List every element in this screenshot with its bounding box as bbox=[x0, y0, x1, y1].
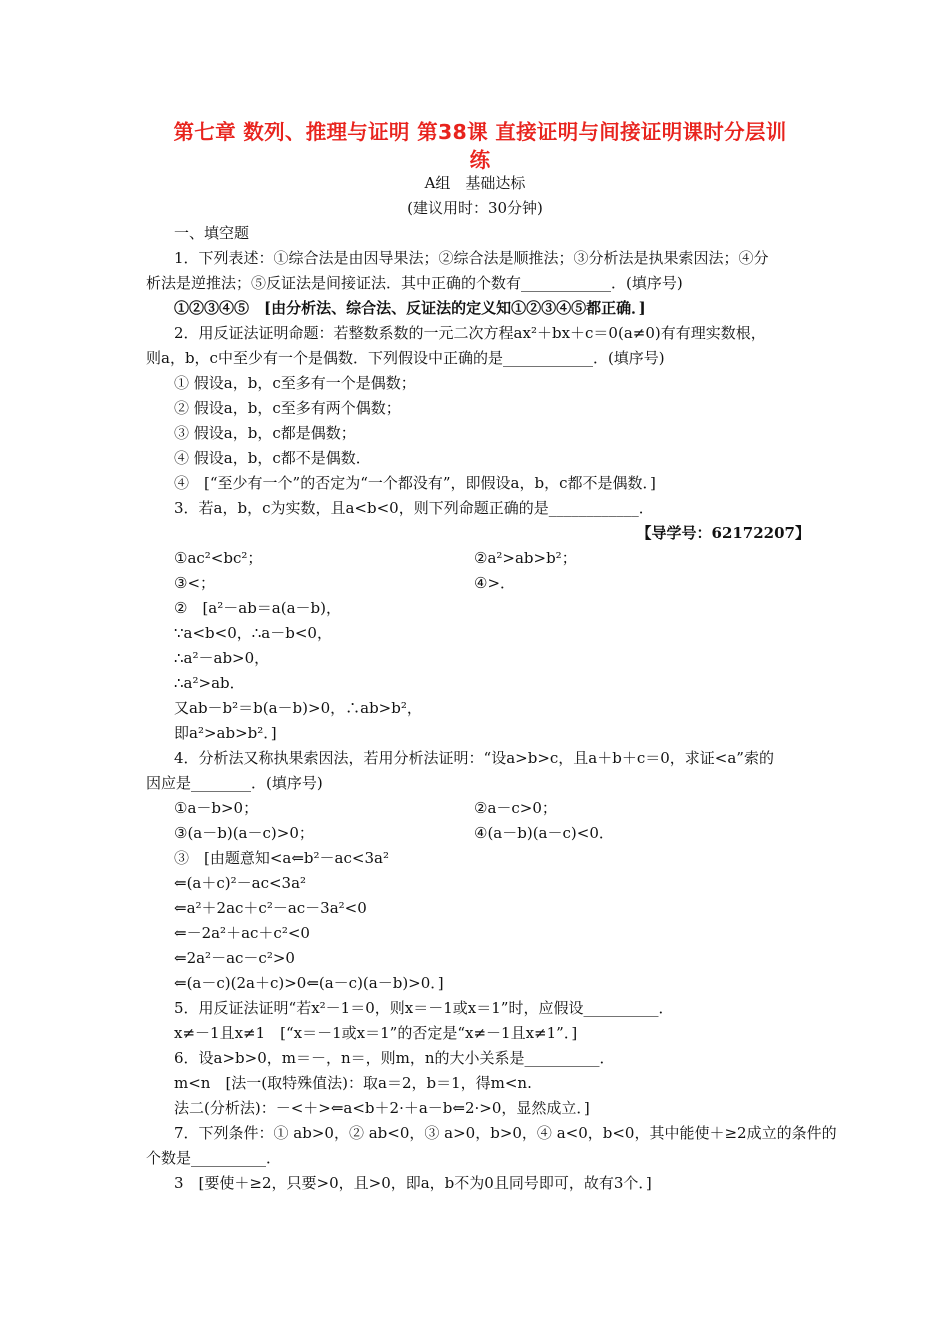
time-hint: (建议用时：30分钟) bbox=[407, 199, 543, 217]
q2-line-1: 2．用反证法证明命题：若整数系数的一元二次方程ax²＋bx＋c＝0(a≠0)有有理实数根， bbox=[174, 324, 766, 342]
section-heading: 一、填空题 bbox=[174, 224, 250, 242]
q4-option-4: ④(a－b)(a－c)<0． bbox=[474, 824, 614, 842]
q7-line-1: 7．下列条件：① ab>0，② ab<0，③ a>0，b>0，④ a<0，b<0，其中能使＋≥2成立的条件的 bbox=[174, 1124, 837, 1142]
q3-option-2: ②a²>ab>b²； bbox=[474, 549, 577, 567]
q1-line-1: 1．下列表述：①综合法是由因导果法；②综合法是顺推法；③分析法是执果索因法；④分 bbox=[174, 249, 769, 267]
q6-answer-1: m<n [法一(取特殊值法)：取a＝2，b＝1，得m<n. bbox=[174, 1074, 532, 1092]
q3-answer-5: 又ab－b²＝b(a－b)>0，∴ab>b²， bbox=[174, 699, 422, 717]
q3-line-1: 3．若a，b，c为实数，且a<b<0，则下列命题正确的是____________． bbox=[174, 499, 654, 517]
q4-answer-4: ⇐－2a²＋ac＋c²<0 bbox=[174, 924, 310, 942]
q3-answer-4: ∴a²>ab． bbox=[174, 674, 245, 692]
q2-option-4: ④ 假设a，b，c都不是偶数． bbox=[174, 449, 371, 467]
q3-option-1: ①ac²<bc²； bbox=[174, 549, 263, 567]
q6-answer-2: 法二(分析法)：－<＋>⇐a<b＋2·＋a－b⇐2·>0，显然成立．] bbox=[174, 1099, 590, 1117]
q2-line-2: 则a，b，c中至少有一个是偶数．下列假设中正确的是____________．(填序号) bbox=[146, 349, 665, 367]
document-title: 第七章 数列、推理与证明 第38课 直接证明与间接证明课时分层训 练 bbox=[173, 120, 787, 172]
q7-answer: 3 [要使＋≥2，只要>0，且>0，即a，b不为0且同号即可，故有3个．] bbox=[174, 1174, 652, 1192]
q3-option-3: ③<； bbox=[174, 574, 216, 592]
q4-option-1: ①a－b>0； bbox=[174, 799, 259, 817]
q4-answer-6: ⇐(a－c)(2a＋c)>0⇐(a－c)(a－b)>0．] bbox=[174, 974, 444, 992]
q2-option-2: ② 假设a，b，c至多有两个偶数； bbox=[174, 399, 401, 417]
q4-option-3: ③(a－b)(a－c)>0； bbox=[174, 824, 314, 842]
q3-answer-3: ∴a²－ab>0， bbox=[174, 649, 270, 667]
q4-answer-2: ⇐(a＋c)²－ac<3a² bbox=[174, 874, 307, 892]
group-heading: A组 基础达标 bbox=[424, 174, 526, 192]
q2-answer: ④ [“至少有一个”的否定为“一个都没有”，即假设a，b，c都不是偶数．] bbox=[174, 474, 656, 492]
q6-line-1: 6．设a>b>0，m＝－，n＝，则m，n的大小关系是__________． bbox=[174, 1049, 615, 1067]
guide-number: 【导学号：62172207】 bbox=[636, 524, 810, 542]
q4-answer-3: ⇐a²＋2ac＋c²－ac－3a²<0 bbox=[174, 899, 367, 917]
q4-answer-1: ③ [由题意知<a⇐b²－ac<3a² bbox=[174, 849, 389, 867]
q3-answer-1: ② [a²－ab＝a(a－b)， bbox=[174, 599, 341, 617]
q5-line-1: 5．用反证法证明“若x²－1＝0，则x＝－1或x＝1”时，应假设__________． bbox=[174, 999, 674, 1017]
q3-answer-6: 即a²>ab>b²．] bbox=[174, 724, 277, 742]
q4-answer-5: ⇐2a²－ac－c²>0 bbox=[174, 949, 295, 967]
q4-line-2: 因应是________．(填序号) bbox=[146, 774, 323, 792]
q4-option-2: ②a－c>0； bbox=[474, 799, 557, 817]
q1-line-2: 析法是逆推法；⑤反证法是间接证法．其中正确的个数有____________．(填序号) bbox=[146, 274, 683, 292]
q2-option-3: ③ 假设a，b，c都是偶数； bbox=[174, 424, 356, 442]
q7-line-2: 个数是__________． bbox=[146, 1149, 282, 1167]
q4-line-1: 4．分析法又称执果索因法，若用分析法证明：“设a>b>c，且a＋b＋c＝0，求证<a”索的 bbox=[174, 749, 774, 767]
q5-answer: x≠－1且x≠1 [“x＝－1或x＝1”的否定是“x≠－1且x≠1”．] bbox=[174, 1024, 578, 1042]
q3-answer-2: ∵a<b<0，∴a－b<0， bbox=[174, 624, 332, 642]
q2-option-1: ① 假设a，b，c至多有一个是偶数； bbox=[174, 374, 416, 392]
q1-answer: ①②③④⑤ [由分析法、综合法、反证法的定义知①②③④⑤都正确．] bbox=[174, 299, 646, 317]
q3-option-4: ④>． bbox=[474, 574, 516, 592]
